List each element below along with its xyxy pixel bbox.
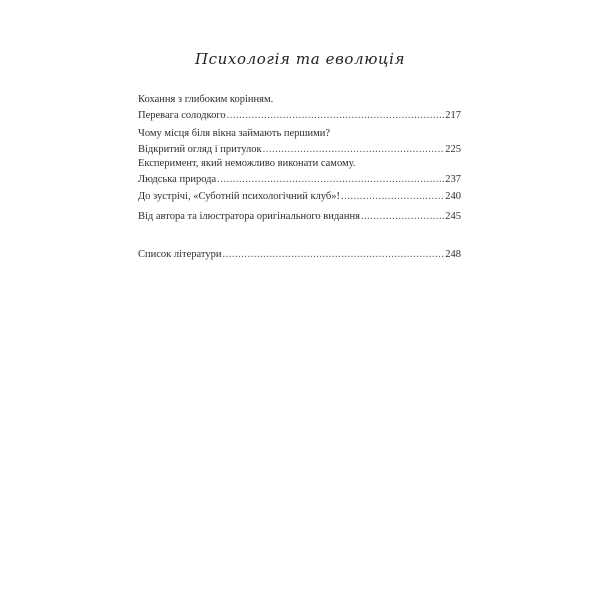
toc-entry-title-line: Експеримент, який неможливо виконати самому.	[138, 158, 356, 169]
toc-entry[interactable]	[138, 126, 461, 158]
toc-entry-first-line	[138, 126, 461, 142]
toc-entry-first-line	[138, 156, 461, 172]
toc-entry-title: До зустрічі, «Суботній психологічний клуб»!	[138, 191, 341, 202]
toc-entry[interactable]	[138, 189, 461, 205]
toc-entry[interactable]	[138, 247, 461, 263]
toc-page-number: 248	[445, 249, 461, 260]
toc-entry-last-line	[138, 189, 461, 205]
toc-page-number: 225	[445, 144, 461, 155]
toc-entry-title: Перевага солодкого	[138, 110, 226, 121]
toc-entry-title-line: Чому місця біля вікна займають першими?	[138, 128, 331, 139]
toc-page-number: 245	[445, 211, 461, 222]
toc-page-number: 240	[445, 191, 461, 202]
toc-page-number: 217	[445, 110, 461, 121]
toc-entry-title: Відкритий огляд і притулок	[138, 144, 262, 155]
section-title: Психологія та еволюція	[194, 50, 406, 68]
toc-entry-title: Список літератури	[138, 249, 222, 260]
toc-entry-last-line	[138, 108, 461, 124]
dot-leader	[227, 108, 445, 124]
toc-entry-title: Людська природа	[138, 174, 217, 185]
dot-leader	[341, 189, 444, 205]
toc-entry-last-line	[138, 209, 461, 225]
dot-leader	[217, 172, 444, 188]
toc-entry-title-line: Кохання з глибоким корінням.	[138, 94, 274, 105]
toc-entry-last-line	[138, 247, 461, 263]
toc-entry-title: Від автора та ілюстратора оригінального видання	[138, 211, 360, 222]
toc-entry[interactable]	[138, 92, 461, 124]
toc-entry-last-line	[138, 172, 461, 188]
toc-entry[interactable]	[138, 156, 461, 188]
dot-leader	[361, 209, 444, 225]
toc-page-number: 237	[445, 174, 461, 185]
toc-entry-first-line	[138, 92, 461, 108]
toc-entry[interactable]	[138, 209, 461, 225]
dot-leader	[223, 247, 445, 263]
